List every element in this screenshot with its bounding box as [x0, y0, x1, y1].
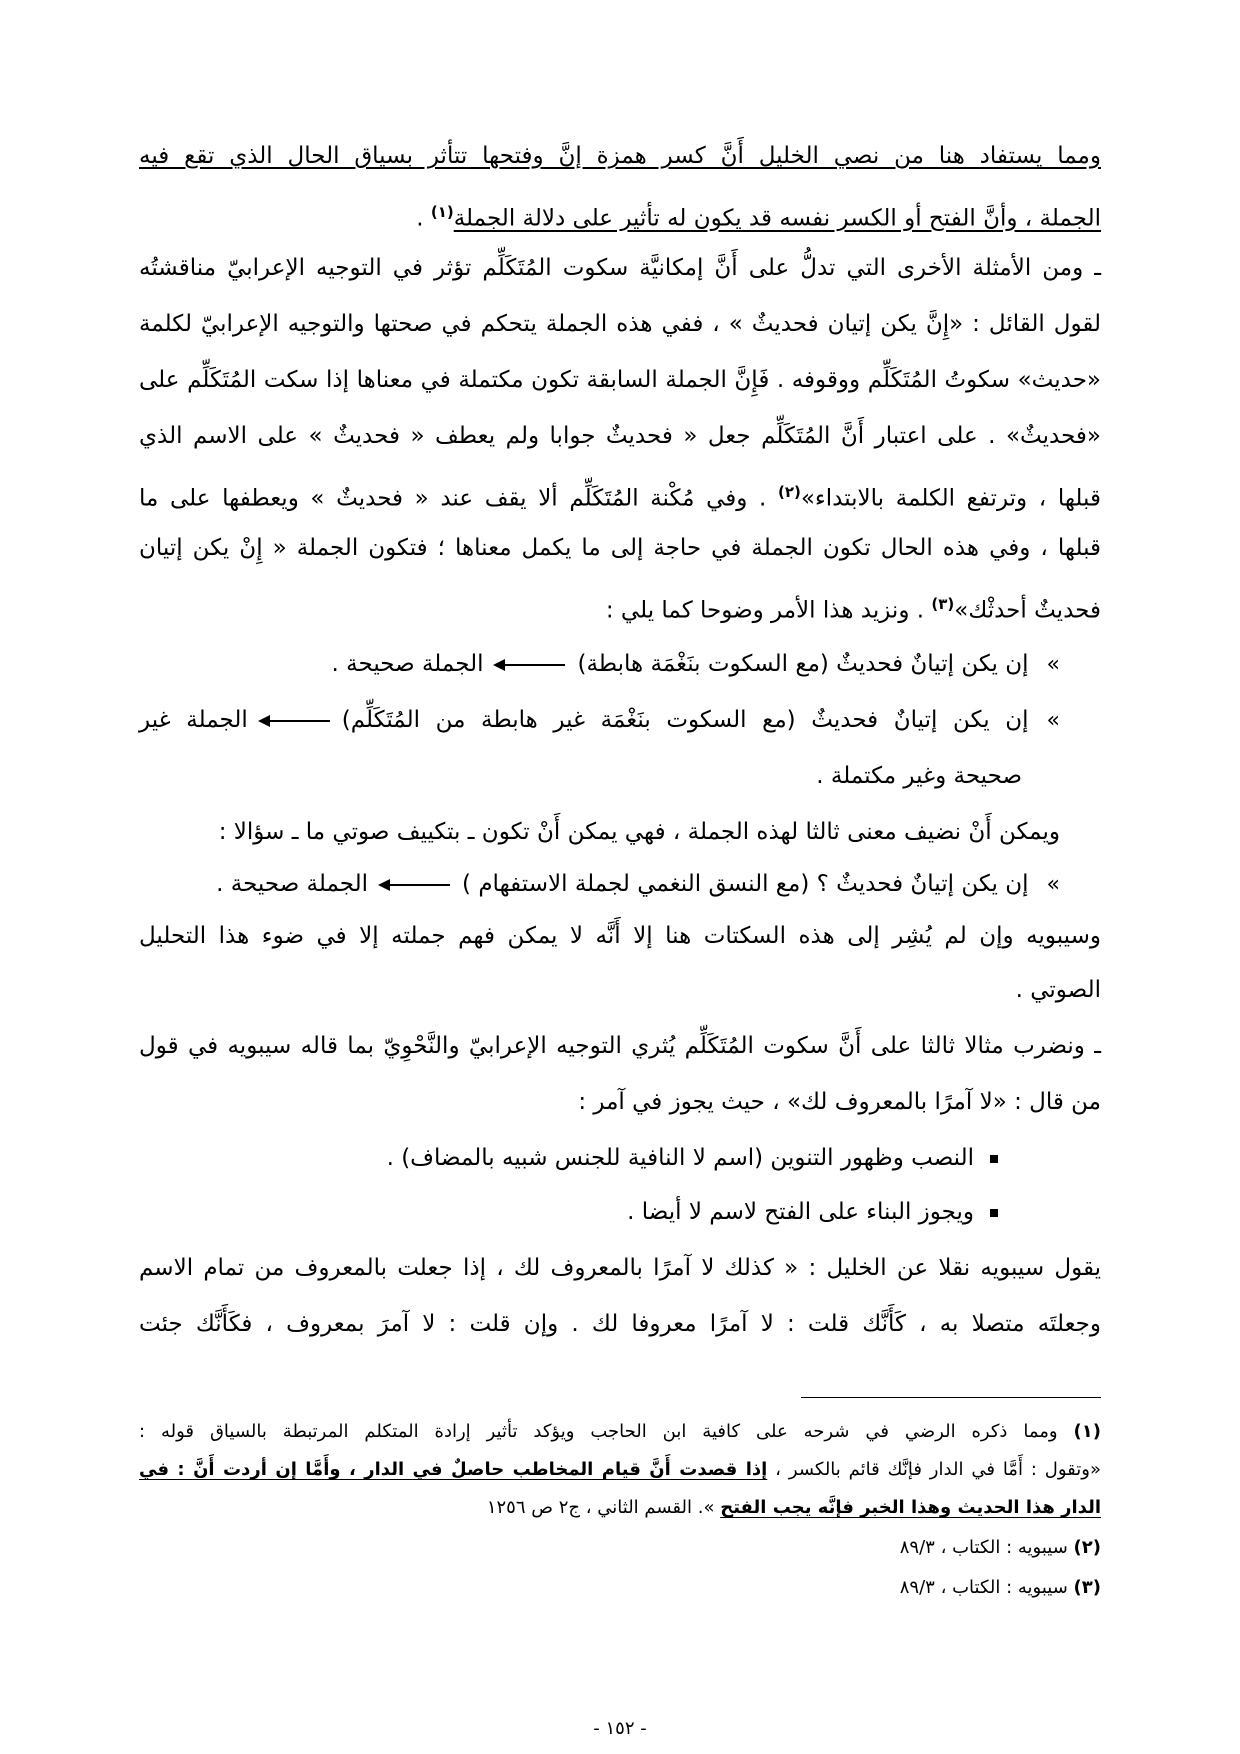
paragraph-text: الجملة ، وأنَّ الفتح أو الكسر نفسه قد يكون له تأثير على دلالة الجملة	[453, 205, 1101, 232]
footnote-text: ومما ذكره الرضي في شرحه على كافية ابن الحاجب ويؤكد تأثير إرادة المتكلم المرتبطة بالسياق قوله :	[139, 1421, 1074, 1442]
example-result: الجملة غير	[139, 707, 248, 733]
paragraph-text: «حديث» سكوتُ المُتَكَلِّم ووقوفه . فَإِنَّ الجملة السابقة تكون مكتملة في معناها إذا سكت المُتَكَلِّم على	[139, 367, 1101, 393]
example-line	[816, 760, 1022, 792]
bullet-item	[627, 1196, 998, 1228]
example-text: إن يكن إتيانٌ فحديثٌ (مع السكوت بنَغْمَة هابطة)	[577, 651, 1029, 677]
bullet-text: النصب وظهور التنوين (اسم لا النافية للجنس شبيه بالمضاف) .	[386, 1145, 974, 1171]
footnote-ref: (١)	[430, 203, 454, 221]
paragraph-line	[1016, 974, 1101, 1006]
bullet-text: ويجوز البناء على الفتح لاسم لا أيضا .	[627, 1199, 974, 1225]
example-result: الجملة صحيحة .	[331, 651, 484, 677]
paragraph-line	[139, 140, 1101, 172]
paragraph-line	[139, 1252, 1101, 1284]
paragraph-line	[416, 196, 1101, 235]
chevron-bullet-icon: »	[1046, 708, 1060, 733]
footnote-text: «وتقول : أَمَّا في الدار فإنَّك قائم بالكسر ،	[767, 1459, 1101, 1480]
paragraph-text: ومما يستفاد هنا من نصي الخليل أَنَّ كسر همزة إنَّ وفتحها تتأثر بسياق الحال الذي تقع فيه	[139, 143, 1101, 169]
paragraph-text: قبلها ، وترتفع الكلمة بالابتداء»	[800, 485, 1101, 512]
chevron-bullet-icon: »	[1046, 872, 1060, 897]
footnote-line	[900, 1534, 1101, 1562]
paragraph-line	[606, 588, 1101, 627]
paragraph-line	[139, 1308, 1101, 1340]
square-bullet-icon	[990, 1209, 998, 1217]
example-text: إن يكن إتيانٌ فحديثٌ (مع السكوت بنَغْمَة غير هابطة من المُتَكَلِّم)	[341, 707, 1029, 733]
footnote-number: (١)	[1073, 1421, 1101, 1442]
footnote-number: (٣)	[1073, 1577, 1101, 1598]
paragraph-text: يقول سيبويه نقلا عن الخليل : « كذلك لا آمرًا بالمعروف لك ، إذا جعلت بالمعروف من تمام الاسم	[139, 1255, 1101, 1281]
footnote-ref: (٢)	[777, 483, 801, 501]
paragraph-text: ويمكن أَنْ نضيف معنى ثالثا لهذه الجملة ، فهي يمكن أَنْ تكون ـ بتكييف صوتي ما ـ سؤالا :	[218, 819, 1060, 845]
footnote-line	[139, 1418, 1101, 1446]
footnote-line	[139, 1456, 1101, 1484]
paragraph-line	[139, 476, 1101, 515]
paragraph-text: ـ ونضرب مثالا ثالثا على أَنَّ سكوت المُتَكَلِّم يُثري التوجيه الإعرابيّ والنَّحْوِيّ بما قاله سيبويه في قول	[139, 1033, 1101, 1059]
paragraph-text: الصوتي .	[1015, 977, 1101, 1003]
footnote-text: ». القسم الثاني ، ج٢ ص ١٢٥٦	[486, 1497, 721, 1518]
paragraph-line	[139, 364, 1101, 396]
paragraph-line	[139, 1030, 1101, 1062]
paragraph-line	[139, 420, 1101, 452]
example-text: إن يكن إتيانٌ فحديثٌ ؟ (مع النسق النغمي لجملة الاستفهام )	[462, 871, 1029, 897]
chevron-bullet-icon: »	[1046, 652, 1060, 677]
paragraph-text: ـ ومن الأمثلة الأخرى التي تدلُّ على أَنَّ إمكانيَّة سكوت المُتَكَلِّم تؤثر في التوجيه الإعرابيّ مناقشتُه	[139, 255, 1101, 281]
footnote-ref: (٣)	[931, 595, 955, 613]
paragraph-text: وسيبويه وإن لم يُشِر إلى هذه السكتات هنا إلا أَنَّه لا يمكن فهم جملته إلا في ضوء هذا التحليل	[139, 923, 1101, 949]
arrow-left-icon	[380, 884, 450, 886]
bullet-item	[387, 1142, 998, 1174]
paragraph-line	[139, 308, 1101, 340]
paragraph-text: وجعلتَه متصلا به ، كَأَنَّك قلت : لا آمرًا معروفا لك . وإن قلت : لا آمرَ بمعروف ، فكَأَنَّك جئت	[139, 1311, 1101, 1337]
paragraph-text: فحديثٌ أحدثْك»	[954, 597, 1101, 624]
page-number: - ١٥٢ -	[593, 1718, 647, 1739]
paragraph-text: قبلها ، وفي هذه الحال تكون الجملة في حاجة إلى ما يكمل معناها ؛ فتكون الجملة « إِنْ يكن إتيان	[139, 535, 1101, 561]
arrow-left-icon	[495, 664, 565, 666]
example-line	[216, 868, 1060, 901]
square-bullet-icon	[990, 1155, 998, 1163]
paragraph-line	[139, 920, 1101, 952]
paragraph-text: .	[416, 205, 431, 232]
example-result: الجملة صحيحة .	[216, 871, 369, 897]
footnote-text: إذا قصدت أَنَّ قيام المخاطب حاصلٌ في الدار ، وأَمَّا إن أردت أَنَّ : في	[139, 1459, 768, 1480]
paragraph-text: لقول القائل : «إِنَّ يكن إتيان فحديثٌ » ، ففي هذه الجملة يتحكم في صحتها والتوجيه الإعرابيّ لكلمة	[139, 311, 1101, 337]
footnote-text: سيبويه : الكتاب ، ٨٩/٣	[899, 1537, 1074, 1558]
arrow-left-icon	[260, 720, 330, 722]
footnote-text: سيبويه : الكتاب ، ٨٩/٣	[899, 1577, 1074, 1598]
paragraph-text: . وفي مُكْنة المُتَكَلِّم ألا يقف عند « فحديثٌ » ويعطفها على ما	[139, 485, 778, 512]
footnote-line	[900, 1574, 1101, 1602]
paragraph-line	[139, 532, 1101, 564]
paragraph-line	[139, 252, 1101, 284]
footnote-line	[487, 1494, 1101, 1522]
paragraph-text: «فحديثٌ» . على اعتبار أَنَّ المُتَكَلِّم جعل « فحديثٌ جوابا ولم يعطف « فحديثٌ » على الاسم الذي	[139, 423, 1101, 449]
paragraph-line	[578, 1086, 1101, 1118]
example-line	[332, 648, 1060, 681]
paragraph-text: من قال : «لا آمرًا بالمعروف لك» ، حيث يجوز في آمر :	[578, 1089, 1101, 1115]
footnote-text: الدار هذا الحديث وهذا الخبر فإنَّه يجب الفتح	[720, 1497, 1101, 1518]
paragraph-text: . ونزيد هذا الأمر وضوحا كما يلي :	[605, 597, 932, 624]
footnote-separator	[801, 1397, 1101, 1398]
example-line	[139, 704, 1060, 737]
paragraph-line	[219, 816, 1060, 848]
example-text: صحيحة وغير مكتملة .	[816, 763, 1022, 789]
footnote-number: (٢)	[1073, 1537, 1101, 1558]
